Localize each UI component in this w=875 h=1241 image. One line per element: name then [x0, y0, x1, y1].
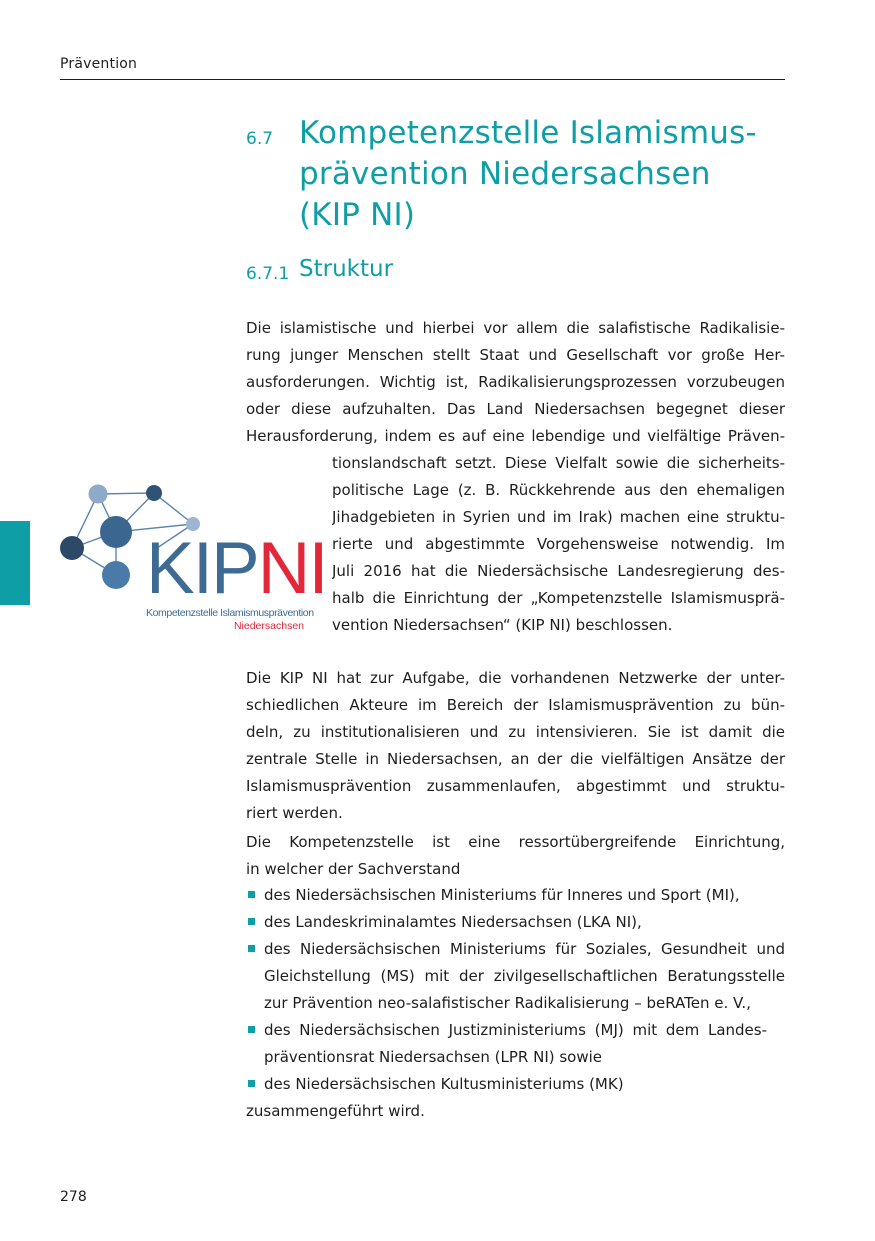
running-head: Prävention [60, 56, 138, 72]
text-line: Herausforderung, indem es auf eine lebendige und vielfältige Präven- [246, 427, 785, 445]
text-line: in welcher der Sachverstand [246, 860, 461, 878]
text-line: schiedlichen Akteure im Bereich der Islamismusprävention zu bün- [246, 696, 785, 714]
text-line: deln, zu institutionalisieren und zu intensivieren. Sie ist damit die [246, 723, 785, 741]
text-line: präventionsrat Niedersachsen (LPR NI) sowie [264, 1048, 603, 1066]
square-bullet-icon [248, 1080, 255, 1087]
text-line: rierte und abgestimmte Vorgehensweise notwendig. Im [332, 535, 785, 553]
text-line: tionslandschaft setzt. Diese Vielfalt sowie die sicherheits- [332, 454, 785, 472]
subsection-title: Struktur [299, 256, 394, 282]
chapter-tab-marker [0, 521, 30, 605]
section-title-line: Kompetenzstelle Islamismus- [299, 115, 757, 151]
text-line: Die Kompetenzstelle ist eine ressortübergreifende Einrichtung, [246, 833, 785, 851]
text-line: des Niedersächsischen Ministeriums für Inneres und Sport (MI), [264, 886, 740, 904]
text-line: zentrale Stelle in Niedersachsen, an der die vielfältigen Ansätze der [246, 750, 785, 768]
text-line: des Niedersächsischen Justizministeriums (MJ) mit dem Landes- [264, 1021, 767, 1039]
network-node-icon [89, 485, 108, 504]
square-bullet-icon [248, 945, 255, 952]
network-node-icon [60, 536, 84, 560]
network-node-icon [146, 485, 162, 501]
logo-subline: Niedersachsen [233, 620, 304, 632]
section-number: 6.7 [246, 129, 274, 149]
text-line: ausforderungen. Wichtig ist, Radikalisierungsprozessen vorzubeugen [246, 373, 785, 391]
text-line: Die islamistische und hierbei vor allem die salafistische Radikalisie- [246, 319, 785, 337]
section-title [299, 113, 779, 236]
logo-wordmark-kip: KIP [146, 528, 258, 609]
text-line: zur Prävention neo-salafistischer Radikalisierung – beRATen e. V., [264, 994, 751, 1012]
closing-line: zusammengeführt wird. [246, 1102, 425, 1120]
text-line: Die KIP NI hat zur Aufgabe, die vorhandenen Netzwerke der unter- [246, 669, 785, 687]
text-line: des Landeskriminalamtes Niedersachsen (LKA NI), [264, 913, 642, 931]
header-rule [60, 79, 785, 80]
network-node-icon [100, 516, 132, 548]
kip-ni-logo [56, 480, 327, 636]
text-line: halb die Einrichtung der „Kompetenzstelle Islamismusprä- [332, 589, 785, 607]
square-bullet-icon [248, 891, 255, 898]
text-line: des Niedersächsischen Kultusministeriums (MK) [264, 1075, 624, 1093]
section-title-line: (KIP NI) [299, 197, 416, 233]
text-line: oder diese aufzuhalten. Das Land Niedersachsen begegnet dieser [246, 400, 785, 418]
logo-wordmark [146, 528, 327, 609]
subsection-number: 6.7.1 [246, 264, 290, 284]
text-line: Gleichstellung (MS) mit der zivilgesellschaftlichen Beratungsstelle [264, 967, 785, 985]
section-title-line: prävention Niedersachsen [299, 156, 711, 192]
text-line: des Niedersächsischen Ministeriums für Soziales, Gesundheit und [264, 940, 785, 958]
text-line: Juli 2016 hat die Niedersächsische Landesregierung des- [332, 562, 785, 580]
text-line: rung junger Menschen stellt Staat und Gesellschaft vor große Her- [246, 346, 785, 364]
logo-wordmark-ni: NI [257, 528, 327, 609]
text-line: vention Niedersachsen“ (KIP NI) beschlossen. [332, 616, 673, 634]
network-node-icon [102, 561, 130, 589]
logo-tagline: Kompetenzstelle Islamismusprävention [146, 607, 314, 619]
text-line: Islamismusprävention zusammenlaufen, abgestimmt und struktu- [246, 777, 785, 795]
square-bullet-icon [248, 1026, 255, 1033]
square-bullet-icon [248, 918, 255, 925]
text-line: riert werden. [246, 804, 343, 822]
page-number: 278 [60, 1189, 87, 1205]
text-line: politische Lage (z. B. Rückkehrende aus den ehemaligen [332, 481, 785, 499]
text-line: Jihadgebieten in Syrien und im Irak) machen eine struktu- [332, 508, 785, 526]
